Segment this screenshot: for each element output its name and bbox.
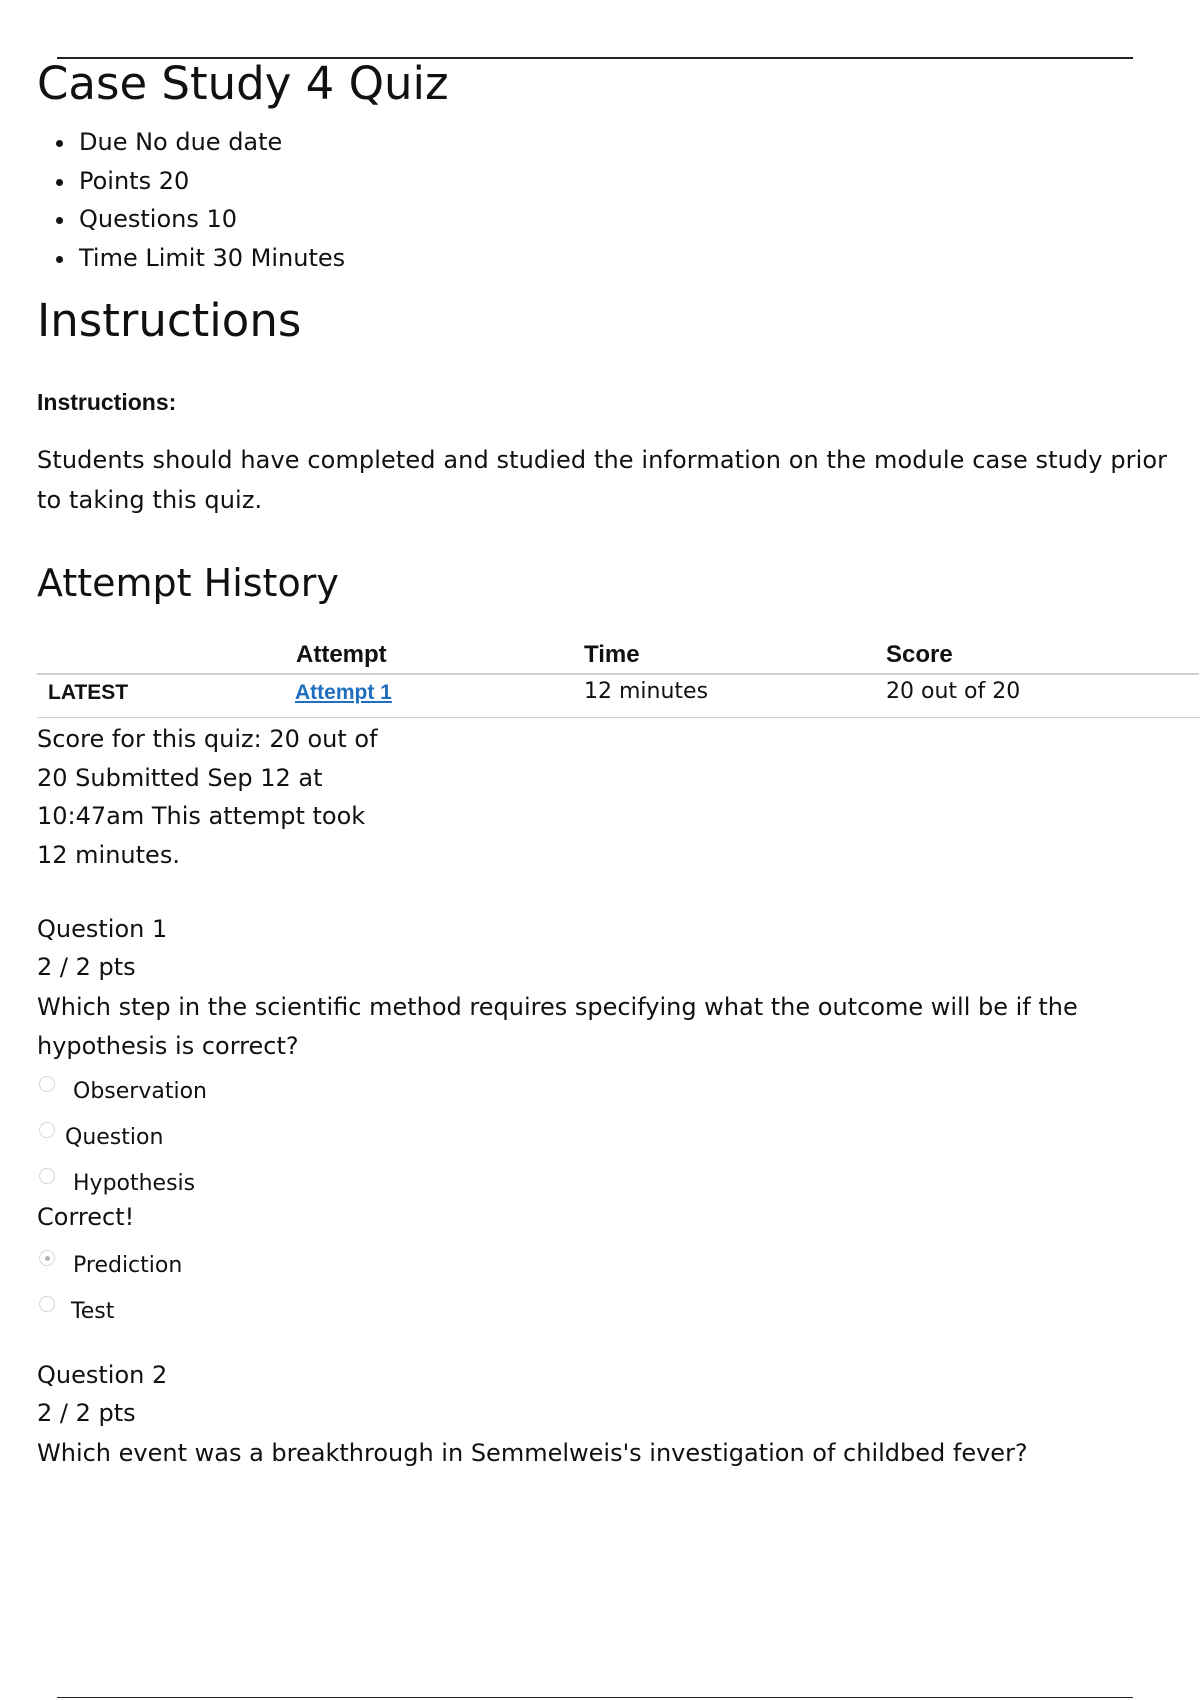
score-summary: Score for this quiz: 20 out of 20 Submitted Sep 12 at 10:47am This attempt took 12 minutes. — [37, 725, 378, 869]
question-points: 2 / 2 pts — [37, 953, 136, 981]
answer-label: Observation — [73, 1079, 207, 1104]
radio-button[interactable] — [39, 1076, 55, 1092]
table-header-divider — [37, 673, 1199, 675]
attempt-1-link[interactable]: Attempt 1 — [295, 681, 392, 704]
radio-button-selected[interactable] — [39, 1250, 55, 1266]
quiz-title: Case Study 4 Quiz — [37, 57, 449, 110]
meta-points: • Points 20 — [77, 162, 1177, 201]
meta-questions: • Questions 10 — [77, 200, 1177, 239]
bottom-rule — [57, 1697, 1133, 1698]
question-1 — [37, 910, 1177, 1342]
column-header-score: Score — [886, 641, 953, 668]
instructions-label: Instructions: — [37, 389, 177, 415]
question-points: 2 / 2 pts — [37, 1399, 136, 1427]
radio-button[interactable] — [39, 1122, 55, 1138]
radio-button[interactable] — [39, 1168, 55, 1184]
quiz-meta-list — [37, 123, 1177, 277]
answer-option-observation[interactable] — [37, 1076, 1177, 1122]
answer-option-question[interactable] — [37, 1122, 1177, 1168]
question-text: Which event was a breakthrough in Semmelweis's investigation of childbed fever? — [37, 1439, 1028, 1467]
correct-answer-label: Correct! — [37, 1203, 135, 1231]
quiz-page — [37, 54, 1177, 1473]
latest-tag: LATEST — [48, 681, 129, 704]
answer-option-test[interactable] — [37, 1296, 1177, 1342]
question-title: Question 1 — [37, 915, 168, 943]
answer-option-hypothesis[interactable] — [37, 1168, 1177, 1214]
attempt-time: 12 minutes — [584, 679, 709, 704]
instructions-heading: Instructions — [37, 294, 302, 347]
meta-due: • Due No due date — [77, 123, 1177, 162]
question-text: Which step in the scientific method requires specifying what the outcome will be if the hypothesis is correct? — [37, 993, 1078, 1060]
attempt-score: 20 out of 20 — [886, 679, 1021, 704]
column-header-attempt: Attempt — [296, 641, 387, 668]
question-2 — [37, 1356, 1177, 1473]
answer-label: Test — [71, 1299, 115, 1324]
instructions-body: Students should have completed and studied the information on the module case study prior to taking this quiz. — [37, 446, 1168, 514]
column-header-time: Time — [584, 641, 640, 668]
meta-time-limit: • Time Limit 30 Minutes — [77, 239, 1177, 278]
answer-option-prediction[interactable] — [37, 1250, 1177, 1296]
radio-button[interactable] — [39, 1296, 55, 1312]
attempt-history-table — [37, 631, 1200, 719]
attempt-history-heading: Attempt History — [37, 561, 339, 605]
answer-list — [37, 1076, 1177, 1342]
question-title: Question 2 — [37, 1361, 168, 1389]
answer-label: Prediction — [73, 1253, 183, 1278]
table-row-divider — [37, 717, 1200, 718]
answer-label: Hypothesis — [73, 1171, 196, 1196]
answer-label: Question — [65, 1125, 164, 1150]
